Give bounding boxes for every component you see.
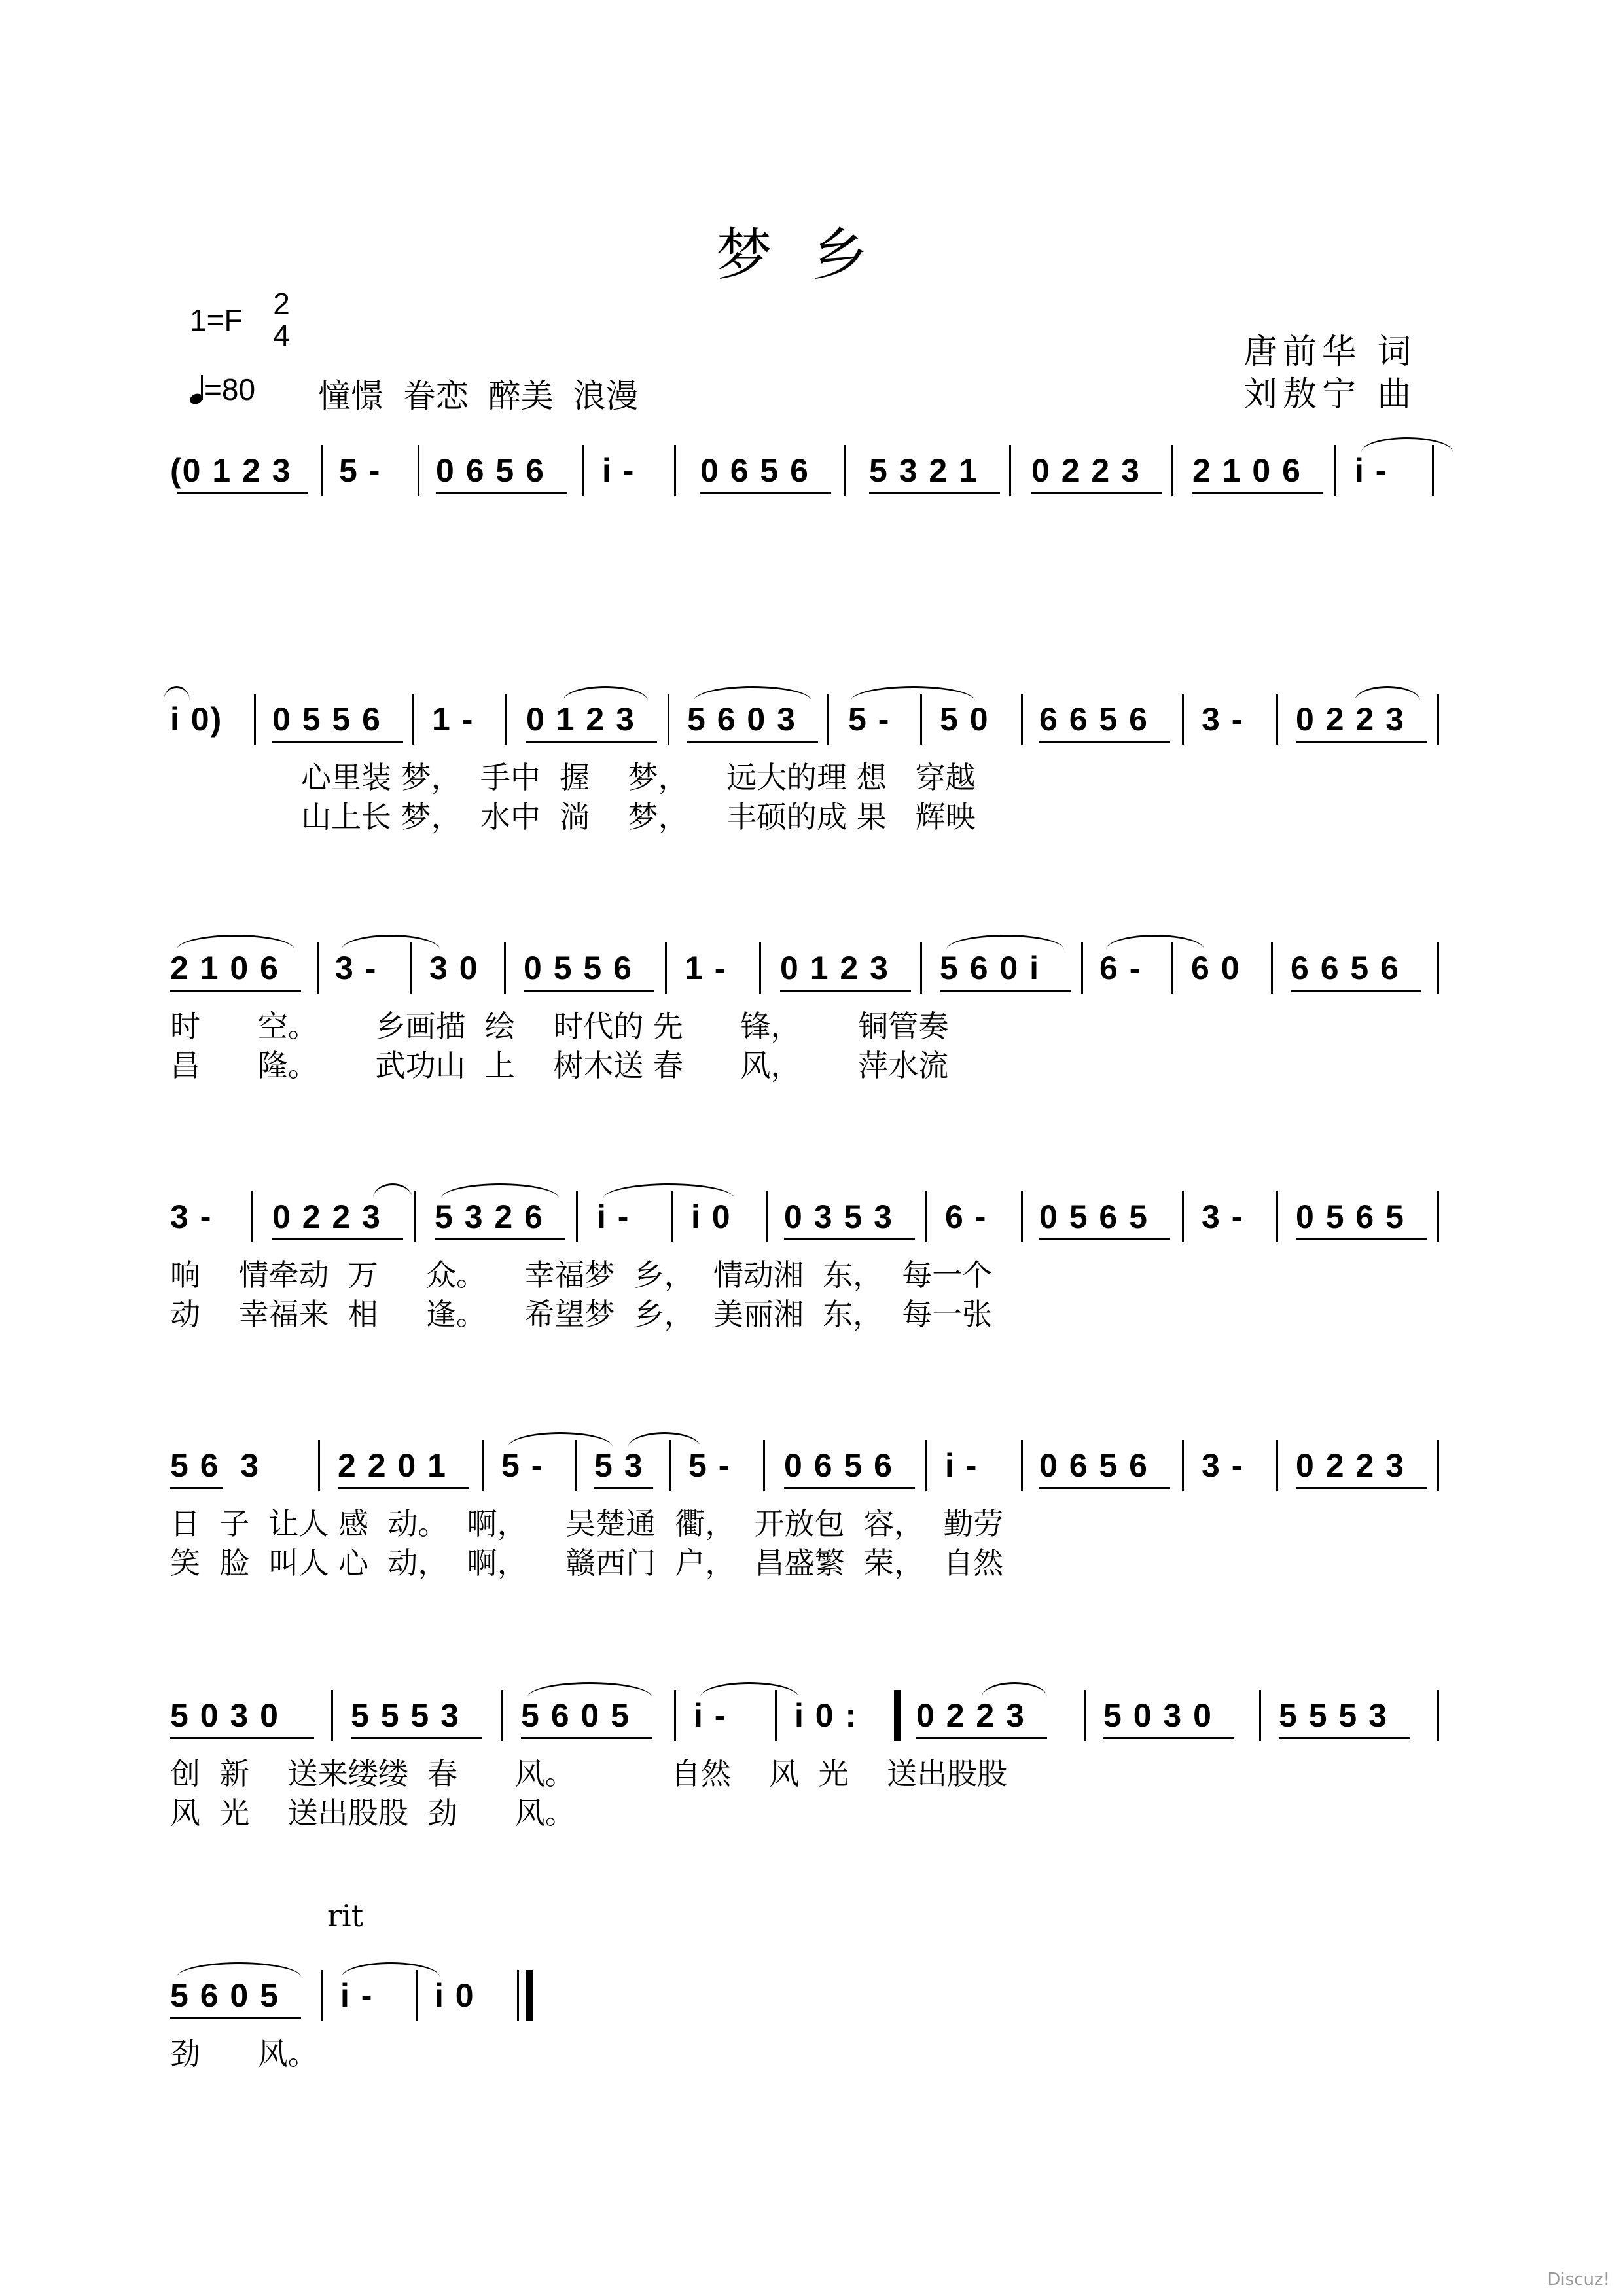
measure-notes: 5 - xyxy=(848,701,891,738)
measure-notes: 5 3 2 6 xyxy=(435,1198,544,1235)
lyrics-verse-2: 笑 脸 叫人 心 动， 啊， 赣西门 户， 昌盛繁 荣， 自然 xyxy=(170,1545,1004,1581)
measure-notes: i - xyxy=(340,1977,374,2014)
measure-notes: 5 6 0 5 xyxy=(521,1697,630,1734)
measure-notes: 0 2 2 3 xyxy=(1296,701,1405,738)
measure-notes: 6 - xyxy=(1099,950,1142,986)
measure-notes: 5 3 2 1 xyxy=(869,452,978,489)
measure-notes: 5 - xyxy=(339,452,382,489)
measure-notes: 0 2 2 3 xyxy=(272,1198,382,1235)
measure-notes: 3 0 xyxy=(429,950,479,986)
measure-notes: 6 6 5 6 xyxy=(1291,950,1400,986)
measure-notes: 3 - xyxy=(1202,1198,1244,1235)
measure-notes: 2 1 0 6 xyxy=(1192,452,1302,489)
measure-notes: 6 0 xyxy=(1191,950,1241,986)
measure-notes: 3 - xyxy=(1202,701,1244,738)
measure-notes: 0 2 2 3 xyxy=(916,1697,1026,1734)
measure-notes: i - xyxy=(694,1697,727,1734)
measure-notes: 3 - xyxy=(1202,1447,1244,1484)
measure-notes: 0 6 5 6 xyxy=(436,452,545,489)
measure-notes: 5 5 5 3 xyxy=(1279,1697,1388,1734)
measure-notes: 5 3 xyxy=(594,1447,644,1484)
song-title: 梦乡 xyxy=(716,223,907,288)
measure-notes: 1 - xyxy=(685,950,727,986)
measure-notes: 5 6 3 xyxy=(170,1447,260,1484)
measure-notes: 0 5 5 6 xyxy=(524,950,633,986)
measure-notes: i 0) xyxy=(170,701,223,738)
measure-notes: 0 3 5 3 xyxy=(784,1198,893,1235)
lyrics-verse-2: 山上长 梦， 水中 淌 梦， 丰硕的成 果 辉映 xyxy=(301,799,976,834)
measure-notes: 1 - xyxy=(432,701,474,738)
composer-credit: 刘敖宁 曲 xyxy=(1243,375,1417,414)
measure-notes: 0 6 5 6 xyxy=(784,1447,893,1484)
measure-notes: 2 1 0 6 xyxy=(170,950,279,986)
measure-notes: i - xyxy=(602,452,635,489)
measure-notes: 5 - xyxy=(501,1447,544,1484)
measure-notes: i - xyxy=(597,1198,630,1235)
measure-notes: 5 6 0 3 xyxy=(687,701,796,738)
lyrics-verse-1: 创 新 送来缕缕 春 风。 自然 风 光 送出股股 xyxy=(170,1756,1008,1791)
lyrics-verse-1: 日 子 让人 感 动。 啊， 吴楚通 衢， 开放包 容， 勤劳 xyxy=(170,1506,1004,1541)
measure-notes: 0 5 6 5 xyxy=(1296,1198,1405,1235)
quarter-note-icon xyxy=(190,375,204,404)
tempo-marking xyxy=(190,372,255,407)
mood-text: 憧憬 眷恋 醉美 浪漫 xyxy=(318,377,639,415)
measure-notes: i 0 xyxy=(691,1198,732,1235)
measure-notes: 5 0 3 0 xyxy=(170,1697,279,1734)
measure-notes: 3 - xyxy=(335,950,378,986)
measure-notes: i - xyxy=(1355,452,1388,489)
measure-notes: 0 5 5 6 xyxy=(272,701,382,738)
lyrics-verse-1: 心里装 梦， 手中 握 梦， 远大的理 想 穿越 xyxy=(301,760,976,795)
measure-notes: 0 2 2 3 xyxy=(1031,452,1141,489)
rit-text: rit xyxy=(327,1898,364,1933)
tempo-value: =80 xyxy=(204,372,256,406)
ritardando-mark xyxy=(327,1898,363,1933)
measure-notes: 5 0 3 0 xyxy=(1103,1697,1213,1734)
meter-top: 2 xyxy=(273,287,290,321)
measure-notes: i - xyxy=(945,1447,978,1484)
watermark: Discuz! xyxy=(1547,2270,1610,2289)
measure-notes: 0 2 2 3 xyxy=(1296,1447,1405,1484)
measure-notes: 5 6 0 5 xyxy=(170,1977,279,2014)
measure-notes: i 0 : xyxy=(794,1697,858,1734)
measure-notes: 0 1 2 3 xyxy=(526,701,635,738)
measure-notes: (0 1 2 3 xyxy=(170,452,292,489)
measure-notes: 0 5 6 5 xyxy=(1039,1198,1149,1235)
lyricist-credit: 唐前华 词 xyxy=(1243,332,1417,372)
lyrics-verse-2: 昌 隆。 武功山 上 树木送 春 风， 萍水流 xyxy=(170,1048,949,1083)
measure-notes: 3 - xyxy=(170,1198,213,1235)
measure-notes: 0 1 2 3 xyxy=(780,950,889,986)
measure-notes: 6 - xyxy=(945,1198,988,1235)
lyrics-verse-1: 劲 风。 xyxy=(170,2036,318,2072)
lyrics-verse-1: 时 空。 乡画描 绘 时代的 先 锋， 铜管奏 xyxy=(170,1009,949,1044)
measure-notes: 0 6 5 6 xyxy=(1039,1447,1149,1484)
meter-bottom: 4 xyxy=(273,318,290,352)
measure-notes: 5 - xyxy=(688,1447,731,1484)
key-signature: 1=F xyxy=(190,303,243,337)
lyrics-verse-2: 动 幸福来 相 逢。 希望梦 乡， 美丽湘 东， 每一张 xyxy=(170,1297,993,1332)
measure-notes: i 0 xyxy=(435,1977,475,2014)
measure-notes: 0 6 5 6 xyxy=(700,452,810,489)
measure-notes: 6 6 5 6 xyxy=(1039,701,1149,738)
time-signature xyxy=(268,288,294,351)
lyrics-verse-2: 风 光 送出股股 劲 风。 xyxy=(170,1795,575,1831)
measure-notes: 2 2 0 1 xyxy=(338,1447,447,1484)
measure-notes: 5 6 0 i xyxy=(940,950,1040,986)
lyrics-verse-1: 响 情牵动 万 众。 幸福梦 乡， 情动湘 东， 每一个 xyxy=(170,1257,993,1293)
measure-notes: 5 5 5 3 xyxy=(351,1697,460,1734)
measure-notes: 5 0 xyxy=(940,701,990,738)
